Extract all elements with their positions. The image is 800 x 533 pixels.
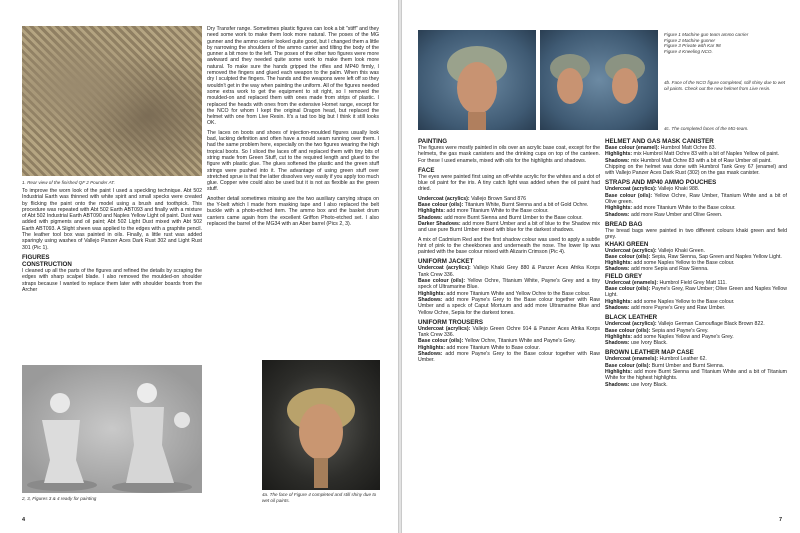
jacket-undercoat: Undercoat (acrylics): Vallejo Khaki Grey 880 & Panzer Aces Afrika Korps Tank Crew 336. xyxy=(418,265,600,278)
fig4a-caption: 4a. The face of Figure 4 completed and still shiny due to wet oil paints. xyxy=(262,492,377,503)
left-col-2 xyxy=(207,26,379,356)
head-photo-2 xyxy=(540,30,658,130)
col2-p1: Dry Transfer range. Sometimes plastic figures can look a bit "stiff" and they need some work to make them look more natural. The poses of the MG gunner and the ammo carrier looked quite good, but I changed them a little by narrowing the shoulders of the ammo carrier and tilting the body of the gunner a bit more to the left. The poses of the other two figures were more awkward and they needed quite some work to make them look more natural. To make sure the hands gripped the rifles and MP40 firmly, I removed the fingers and glued each weapon to the palm. When this was dry I sculpted the fingers. The hands and the weapons were left off so they wouldn't get in the way when painting the uniform. All of the figures needed some extra work to get the equipment to sit right, so I removed the moulded-on and replaced them with ones made from strips of plastic. I replaced the heads with ones from the extensive Hornet range, except for the NCO for whom I kept the original Dragon head, but replaced the helmet with one from Live Resin. It's a tad too big but I think it still looks OK. xyxy=(207,26,379,127)
right-page-number: 7 xyxy=(778,517,782,523)
col2-p2: The laces on boots and shoes of injection-moulded figures usually look bad, lacking definition and often have a mould seam running over them. I had the same problem here, especially on the two figures wearing the high tropical boots. So I sliced the laces off and replaced them with tiny bits of string made from Green Stuff, cut to the required length and glued to the figure with plastic glue. The glues softened the plastic and the green stuff strings were pushed into it. The advantage of using green stuff over stretched sprue is that the latter dissolves very easily if you apply too much glue. Copper wire could also be used but it is not as flexible as the green stuff. xyxy=(207,129,379,193)
straps-undercoat: Undercoat (acrylics): Vallejo Khaki 988. xyxy=(605,186,700,193)
khaki-heading: KHAKI GREEN xyxy=(605,240,649,248)
straps-shadows: Shadows: add more Raw Umber and Olive Green. xyxy=(605,211,723,218)
trousers-undercoat: Undercoat (acrylics): Vallejo Green Ochre 914 & Panzer Aces Afrika Korps Tank Crew 336. xyxy=(418,325,600,339)
field-heading: FIELD GREY xyxy=(605,272,643,280)
field-highlights: Highlights: add some Naples Yellow to the Base colour. xyxy=(605,298,735,305)
black-heading: BLACK LEATHER xyxy=(605,314,658,322)
construction-heading: CONSTRUCTION xyxy=(22,260,72,268)
field-shadows: Shadows: add more Payne's Grey and Raw Umber. xyxy=(605,304,726,311)
painting-heading: PAINTING xyxy=(418,138,448,145)
brown-heading: BROWN LEATHER MAP CASE xyxy=(605,349,694,357)
col2-p3: Another detail sometimes missing are the two auxiliary carrying straps on the Y-belt which I made from masking tape and I also replaced the belt buckle with a photo-etched item. The ammo box and the basket drum carriers came again from the excellent Griffon Photo-etched set. I also replaced the barrel of the MG34 with an Aber barrel (Pics 2, 3). xyxy=(207,195,379,227)
jacket-heading: UNIFORM JACKET xyxy=(418,258,474,266)
khaki-base: Base colour (oils): Sepia, Raw Sienna, Sap Green and Naples Yellow Light. xyxy=(605,253,782,260)
figs-2-3-caption: 2, 3, Figures 3 & 4 ready for painting xyxy=(22,496,97,501)
helmet-heading: HELMET AND GAS MASK CANISTER xyxy=(605,138,714,145)
brown-shadows: Shadows: use Ivory Black. xyxy=(605,381,668,388)
bread-text: The bread bags were painted in two different colours khaki green and field grey. xyxy=(605,227,787,241)
field-undercoat: Undercoat (enamels): Humbrol Field Grey Matt 111. xyxy=(605,279,727,286)
fig4b-caption: 4b. Face of the NCO figure completed, still shiny due to wet oil paints. Check out the new helmet from Live resin. xyxy=(664,80,786,91)
figs-2-3-photo xyxy=(22,365,202,493)
figures-heading: FIGURES xyxy=(22,253,50,261)
brown-highlights: Highlights: add more Burnt Sienna and Titanium White and a bit of Titanium White for the highest highlights. xyxy=(605,369,787,382)
black-shadows: Shadows: use Ivory Black. xyxy=(605,340,668,347)
fig1-caption: 1. Rear view of the finished QF 2 Pounder AT. xyxy=(22,180,115,185)
khaki-shadows: Shadows: add more Sepia and Raw Sienna. xyxy=(605,266,709,273)
trousers-highlights: Highlights: add more Titanium White to Base colour. xyxy=(418,344,540,351)
black-highlights: Highlights: add some Naples Yellow and Payne's Grey. xyxy=(605,333,734,340)
straps-highlights: Highlights: add more Titanium White to the Base colour. xyxy=(605,205,736,212)
black-undercoat: Undercoat (acrylics): Vallejo German Camouflage Black Brown 822. xyxy=(605,321,765,328)
fig-caption-2: Figure 2 Machine gunner xyxy=(664,37,716,43)
fig-caption-3: Figure 3 Private with Kar 98 xyxy=(664,43,721,49)
right-page xyxy=(402,0,800,533)
fig4c-caption: 4c. The completed faces of the MG-team. xyxy=(664,126,749,131)
painting-text: The figures were mostly painted in oils over an acrylic base coat, except for the helmets, the gas mask canisters and the drinking cups on top of the canteen. For these I used enamels, mixed with oils for the highlights and shadows. xyxy=(418,145,600,164)
left-col-1 xyxy=(22,188,202,358)
head-photo-1 xyxy=(418,30,536,130)
fig4a-photo xyxy=(262,360,380,490)
fig1-gun-photo xyxy=(22,26,202,176)
helmet-base: Base colour (enamel): Humbrol Matt Ochre 83. xyxy=(605,145,717,151)
face-highlights: Highlights: add more Titanium White to the Base colour. xyxy=(418,208,549,215)
figure-captions xyxy=(664,32,788,54)
col1-intro: To improve the worn look of the paint I used a speckling technique. Abt 502 Industrial Earth was thinned with white spirit and small specks were created by flicking the paint onto the model using a brush and toothpick. This procedure was repeated with Abt 502 Earth ABT093 and finally with a mixture of Abt 502 Industrial Earth ABT090 and Naples Yellow Light oil paint. Dust was added with pigments and oil paint; Abt 502 Light Dust mixed with Abt 502 Earth ABT093. A Slight sheen was applied to the edges with a graphite pencil. The leather tool box was painted in oils. Finally, a little rust was added sparingly using washes of Vallejo Panzer Aces Dark Rust 302 and Light Rust 301 (Pic 1). xyxy=(22,188,202,251)
grey-figures-illustration xyxy=(22,365,202,493)
straps-base: Base colour (oils): Yellow Ochre, Raw Umber, Titanium White and a bit of Olive green. xyxy=(605,192,787,206)
trousers-shadows: Shadows: add more Payne's Grey to the Base colour together with Raw Umber. xyxy=(418,351,600,364)
face-base: Base colour (oils): Titanium White, Burnt Sienna and a bit of Gold Ochre. xyxy=(418,202,589,209)
jacket-shadows: Shadows: add more Payne's Grey to the Base colour together with Raw Umber and a speck of Caput Mortuum and add more Ultramarine Blue and Yellow Ochre, Sepia for the darkest tones. xyxy=(418,296,600,316)
khaki-highlights: Highlights: add some Naples Yellow to the Base colour. xyxy=(605,260,735,267)
helmet-shadows: Shadows: mix Humbrol Matt Ochre 83 with a bit of Raw Umber oil paint. xyxy=(605,157,772,164)
face-illustration xyxy=(262,360,380,490)
straps-heading: STRAPS AND MP40 AMMO POUCHES xyxy=(605,179,717,187)
bread-heading: BREAD BAG xyxy=(605,220,643,228)
fig-caption-1: Figure 1 Machine gun team ammo carrier xyxy=(664,32,749,37)
fig-caption-4: Figure 4 Kneeling NCO. xyxy=(664,48,713,54)
brown-base: Base colour (oils): Burnt Umber and Burnt Sienna. xyxy=(605,362,725,369)
left-page-number: 4 xyxy=(22,517,26,523)
face-heading: FACE xyxy=(418,166,435,174)
right-col-1 xyxy=(418,135,600,515)
head-1-illustration xyxy=(418,30,536,130)
left-page xyxy=(0,0,398,533)
face-darker: Darker Shadows: add more Burnt Umber and a bit of blue to the Shadow mix and use pure Burnt Umber mixed with blue for the darkest shadows. xyxy=(418,220,600,234)
face-extra: A mix of Cadmium Red and the first shadow colour was used to apply a subtle hint of pink to the cheekbones and underneath the nose. The lower lip was painted with the base colour mixed with Alizarin Crimson (Pic 4). xyxy=(418,236,600,256)
head-2-illustration xyxy=(540,30,658,130)
helmet-highlights: Highlights: mix Humbrol Matt Ochre 83 with a bit of Naples Yellow oil paint. xyxy=(605,151,780,158)
trousers-heading: UNIFORM TROUSERS xyxy=(418,318,483,326)
brown-undercoat: Undercoat (enamels): Humbrol Leather 62. xyxy=(605,356,707,363)
construction-text: I cleaned up all the parts of the figures and refined the details by scraping the edges with sharp scalpel blade. I also removed the moulded-on shoulder straps because I wanted to replace them later with shoulder boards from the Archer xyxy=(22,267,202,293)
right-col-2 xyxy=(605,135,787,515)
face-text: The eyes were painted first using an off-white acrylic for the whites and a dot of blue oil paint for the iris. A tiny catch light was added when the oil paint had dried. xyxy=(418,173,600,193)
face-shadows: Shadows: add more Burnt Sienna and Burnt Umber to the Base colour. xyxy=(418,214,583,221)
khaki-undercoat: Undercoat (acrylics): Vallejo Khaki Green. xyxy=(605,247,705,254)
jacket-highlights: Highlights: add more Titanium White and Yellow Ochre to the Base colour. xyxy=(418,290,591,297)
helmet-chipping: Chipping on the helmet was done with Humbrol Tank Grey 67 (enamel) and with Vallejo Panzer Aces Dark Rust (302) on the gas mask canister. xyxy=(605,163,787,177)
trousers-base: Base colour (oils): Yellow Ochre, Titanium White and Payne's Grey. xyxy=(418,338,576,345)
jacket-base: Base colour (oils): Yellow Ochre, Titanium White, Payne's Grey and a tiny speck of Ultramarine Blue. xyxy=(418,278,600,291)
field-base: Base colour (oils): Payne's Grey, Raw Umber; Olive Green and Naples Yellow Light. xyxy=(605,286,787,299)
black-base: Base colour (oils): Sepia and Payne's Grey. xyxy=(605,327,709,334)
face-undercoat: Undercoat (acrylics): Vallejo Brown Sand 876 xyxy=(418,195,527,202)
